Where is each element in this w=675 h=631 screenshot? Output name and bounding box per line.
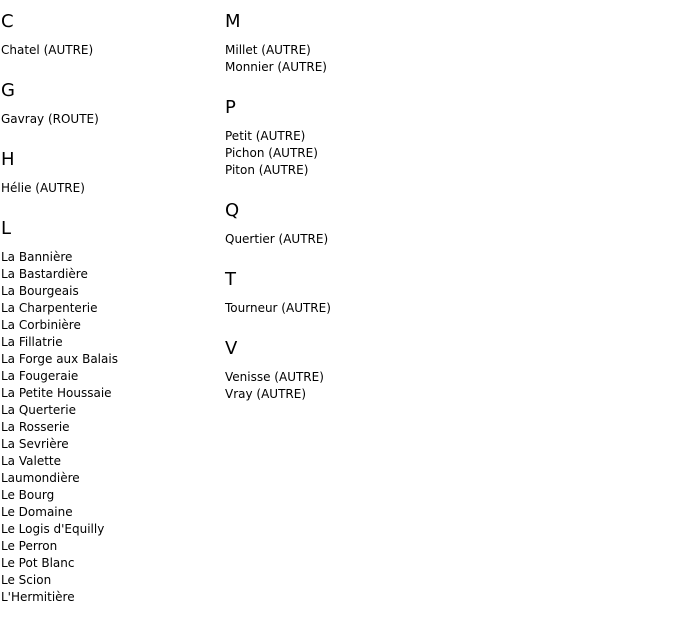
index-column-left	[1, 0, 221, 606]
list-item: La Querterie	[1, 403, 76, 417]
list-item: La Charpenterie	[1, 301, 98, 315]
entry-list	[225, 42, 525, 76]
list-item: Millet (AUTRE)	[225, 43, 311, 57]
letter-group	[225, 338, 525, 403]
entry-list	[1, 180, 221, 197]
letter-group	[225, 11, 525, 76]
list-item: Le Pot Blanc	[1, 556, 75, 570]
letter-heading: T	[225, 269, 236, 290]
list-item: La Rosserie	[1, 420, 70, 434]
list-item: La Bourgeais	[1, 284, 79, 298]
list-item: Pichon (AUTRE)	[225, 146, 318, 160]
list-item: La Fougeraie	[1, 369, 79, 383]
letter-heading: L	[1, 218, 12, 239]
letter-group	[225, 97, 525, 179]
entry-list	[1, 42, 221, 59]
list-item: Le Scion	[1, 573, 52, 587]
entry-list	[1, 111, 221, 128]
list-item: Piton (AUTRE)	[225, 163, 309, 177]
letter-heading: P	[225, 97, 236, 118]
list-item: Le Bourg	[1, 488, 55, 502]
letter-heading: V	[225, 338, 238, 359]
list-item: Le Perron	[1, 539, 58, 553]
list-item: La Bastardière	[1, 267, 88, 281]
letter-heading: M	[225, 11, 241, 32]
list-item: Le Domaine	[1, 505, 73, 519]
list-item: La Bannière	[1, 250, 73, 264]
letter-group	[1, 11, 221, 59]
letter-group	[225, 269, 525, 317]
list-item: Vray (AUTRE)	[225, 387, 307, 401]
entry-list	[225, 128, 525, 179]
list-item: La Forge aux Balais	[1, 352, 118, 366]
index-column-right	[225, 0, 525, 403]
list-item: Chatel (AUTRE)	[1, 43, 94, 57]
list-item: La Petite Houssaie	[1, 386, 112, 400]
list-item: Le Logis d'Equilly	[1, 522, 105, 536]
list-item: Venisse (AUTRE)	[225, 370, 324, 384]
entry-list	[1, 249, 221, 606]
letter-heading: H	[1, 149, 15, 170]
entry-list	[225, 231, 525, 248]
list-item: Quertier (AUTRE)	[225, 232, 329, 246]
list-item: La Sevrière	[1, 437, 69, 451]
list-item: Tourneur (AUTRE)	[225, 301, 331, 315]
letter-group	[1, 80, 221, 128]
list-item: Monnier (AUTRE)	[225, 60, 327, 74]
letter-group	[225, 200, 525, 248]
list-item: Petit (AUTRE)	[225, 129, 306, 143]
list-item: Gavray (ROUTE)	[1, 112, 99, 126]
list-item: La Fillatrie	[1, 335, 63, 349]
list-item: Hélie (AUTRE)	[1, 181, 85, 195]
letter-heading: G	[1, 80, 15, 101]
letter-group	[1, 218, 221, 606]
letter-heading: Q	[225, 200, 240, 221]
entry-list	[225, 369, 525, 403]
list-item: La Corbinière	[1, 318, 81, 332]
list-item: Laumondière	[1, 471, 80, 485]
entry-list	[225, 300, 525, 317]
letter-heading: C	[1, 11, 14, 32]
list-item: La Valette	[1, 454, 61, 468]
list-item: L'Hermitière	[1, 590, 75, 604]
letter-group	[1, 149, 221, 197]
